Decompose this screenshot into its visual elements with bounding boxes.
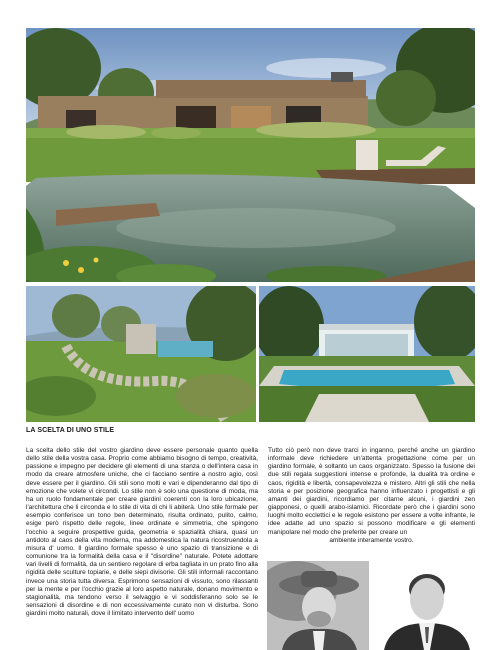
pool-pavilion-photo <box>259 286 475 422</box>
section-title: LA SCELTA DI UNO STILE <box>26 427 115 434</box>
article-column-left: La scelta dello stile del vostro giardino deve essere personale quanto quella dello stile della vostra casa. Proprio come abbiamo bisogno di tempo, creatività, passione e impegno per decidere gli elementi di una stanza o dell'intera casa in modo da creare atmosfere uniche, che ci facciano sentire a nostro agio, così deve essere per il giardino. Gli stili sono molti e vari e dipenderanno dal tipo di emozione che volete vi circondi. Lo stile non è solo una questione di moda, ma ha un ruolo fondamentale per creare giardini coerenti con la loro ubicazione, l'architettura che li circonda e lo stile di vita di chi li abiterà. Uno stile formale per esempio conferisce un tono ben determinato, risulta ordinato, pulito, calmo, esige però rispetto delle regole, linee ordinate e simmetria, che spingono l'occhio a seguire prospettive guida, geometria e spazialità chiara, quasi un antidoto al caos della vita moderna, ma addomestica la natura ricostruendola a misura d' uomo. Il giardino formale spesso è uno spazio di transizione e di comunione tra la formalità della casa e il "disordine" naturale. Potete adottare vari livelli di formalità, da un sentiero regolare di erba tagliata in un prato fino alla rigidità delle sculture topiarie, e delle siepi divisorie. Gli stili informali raccontano invece una storia tutta diversa. Esprimono sensazioni di vissuto, sono rilassanti per la mente e per l'occhio grazie al loro aspetto naturale, donano movimento e stagionalità, ma tendono verso il selvaggio e vi soddisferanno solo se le sensazioni di disordine e di non eccessivamente curato non vi disturba. Sono giardini molto naturali, dove il limitato intervento dell' uomo <box>26 447 258 618</box>
garden-pool-photo <box>26 28 475 282</box>
article-column-right <box>268 447 475 545</box>
article-column-right-closing: ambiente interamente vostro. <box>329 536 414 544</box>
article-column-right-text: Tutto ciò però non deve trarci in inganno, perché anche un giardino informale deve richiedere un'attenta progettazione come per un giardino formale, è soltanto un caos organizzato. Spesso la fusione dei due stili regala suggestioni intense e profonde, la dualità tra ordine e caos, rigidità e libertà, consapevolezza e mistero. Altri gli stili che nella storia e per posizione geografica hanno influenzato i progettisti e gli amanti dei giardini, ricordiamo per citarne alcuni, i giardini zen giapponesi, o quelli arabo-islamici. Ricordate però che i giardini sono luoghi molto ecclettici e le regole esistono per essere a volte infrante, le idee adatte ad uno spazio si possono modificare e gli elementi manipolare nel modo che preferite per creare un <box>268 447 475 536</box>
author-portrait-hat <box>267 561 369 650</box>
olive-garden-path-photo <box>26 286 256 422</box>
author-portrait-suit <box>372 561 475 650</box>
